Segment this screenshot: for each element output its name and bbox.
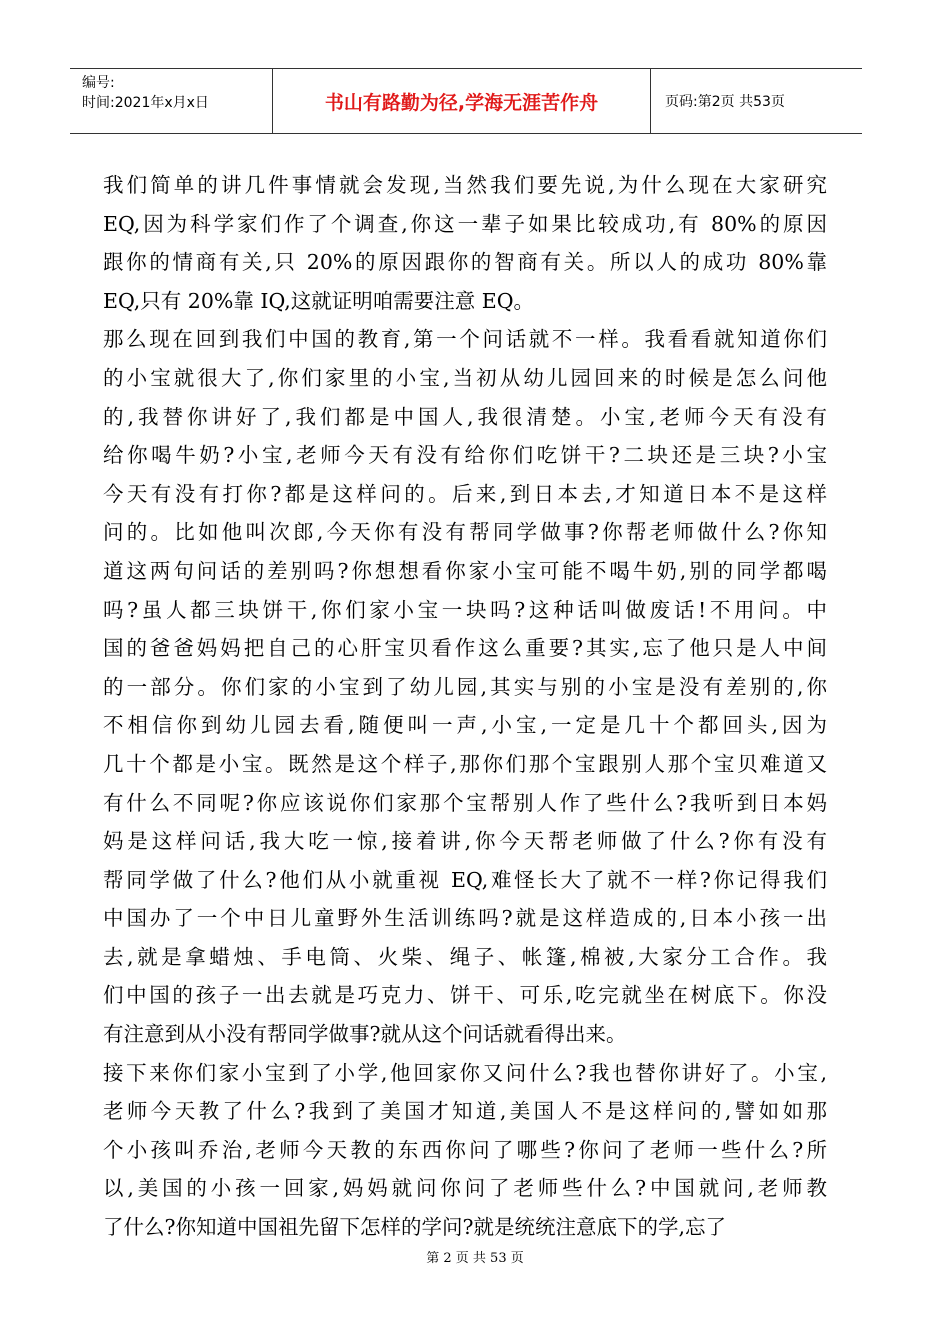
text-line: 帮同学做了什么?他们从小就重视 EQ,难怪长大了就不一样?你记得我们 bbox=[103, 867, 827, 892]
text-line: 几十个都是小宝。既然是这个样子,那你们那个宝跟别人那个宝贝难道又 bbox=[103, 751, 827, 776]
text-line: EQ,只有 20%靠 IQ,这就证明咱需要注意 EQ。 bbox=[103, 288, 535, 313]
text-line: 有注意到从小没有帮同学做事?就从这个问话就看得出来。 bbox=[103, 1022, 627, 1047]
text-line: 以,美国的小孩一回家,妈妈就问你问了老师些什么?中国就问,老师教 bbox=[103, 1176, 827, 1201]
text-line: 吗?虽人都三块饼干,你们家小宝一块吗?这种话叫做废话!不用问。中 bbox=[103, 597, 827, 622]
document-number-label: 编号: bbox=[82, 75, 115, 91]
text-line: 个小孩叫乔治,老师今天教的东西你问了哪些?你问了老师一些什么?所 bbox=[103, 1137, 827, 1162]
text-line: 的小宝就很大了,你们家里的小宝,当初从幼儿园回来的时候是怎么问他 bbox=[103, 365, 827, 390]
paragraph bbox=[103, 166, 827, 320]
text-line: 给你喝牛奶?小宝,老师今天有没有给你们吃饼干?二块还是三块?小宝 bbox=[103, 443, 827, 468]
text-line: 我们简单的讲几件事情就会发现,当然我们要先说,为什么现在大家研究 bbox=[103, 173, 827, 197]
text-line: 有什么不同呢?你应该说你们家那个宝帮别人作了些什么?我听到日本妈 bbox=[103, 790, 827, 815]
header-motto: 书山有路勤为径,学海无涯苦作舟 bbox=[273, 69, 651, 133]
text-line: 那么现在回到我们中国的教育,第一个问话就不一样。我看看就知道你们 bbox=[103, 327, 827, 352]
document-body bbox=[103, 166, 827, 1247]
header-meta bbox=[70, 69, 273, 133]
text-line: 了什么?你知道中国祖先留下怎样的学问?就是统统注意底下的学,忘了 bbox=[103, 1215, 726, 1240]
page-footer: 第 2 页 共 53 页 bbox=[426, 1251, 524, 1266]
text-line: 今天有没有打你?都是这样问的。后来,到日本去,才知道日本不是这样 bbox=[103, 481, 827, 506]
text-line: 不相信你到幼儿园去看,随便叫一声,小宝,一定是几十个都回头,因为 bbox=[103, 713, 827, 738]
text-line: 的,我替你讲好了,我们都是中国人,我很清楚。小宝,老师今天有没有 bbox=[103, 404, 827, 429]
text-line: EQ,因为科学家们作了个调查,你这一辈子如果比较成功,有 80%的原因 bbox=[103, 211, 827, 236]
text-line: 老师今天教了什么?我到了美国才知道,美国人不是这样问的,譬如如那 bbox=[103, 1099, 827, 1124]
text-line: 道这两句问话的差别吗?你想想看你家小宝可能不喝牛奶,别的同学都喝 bbox=[103, 558, 827, 583]
paragraph bbox=[103, 1054, 827, 1247]
text-line: 跟你的情商有关,只 20%的原因跟你的智商有关。所以人的成功 80%靠 bbox=[103, 250, 827, 275]
text-line: 中国办了一个中日儿童野外生活训练吗?就是这样造成的,日本小孩一出 bbox=[103, 906, 827, 931]
text-line: 们中国的孩子一出去就是巧克力、饼干、可乐,吃完就坐在树底下。你没 bbox=[103, 983, 827, 1008]
text-line: 的一部分。你们家的小宝到了幼儿园,其实与别的小宝是没有差别的,你 bbox=[103, 674, 827, 699]
text-line: 问的。比如他叫次郎,今天你有没有帮同学做事?你帮老师做什么?你知 bbox=[103, 520, 827, 545]
header-page-label: 页码:第2页 共53页 bbox=[665, 94, 785, 110]
text-line: 去,就是拿蜡烛、手电筒、火柴、绳子、帐篷,棉被,大家分工合作。我 bbox=[103, 944, 827, 969]
page-header bbox=[70, 68, 862, 134]
text-line: 接下来你们家小宝到了小学,他回家你又问什么?我也替你讲好了。小宝, bbox=[103, 1060, 827, 1085]
text-line: 国的爸爸妈妈把自己的心肝宝贝看作这么重要?其实,忘了他只是人中间 bbox=[103, 636, 827, 661]
text-line: 妈是这样问话,我大吃一惊,接着讲,你今天帮老师做了什么?你有没有 bbox=[103, 829, 827, 854]
paragraph bbox=[103, 320, 827, 1053]
document-time-label: 时间:2021年x月x日 bbox=[82, 95, 209, 111]
